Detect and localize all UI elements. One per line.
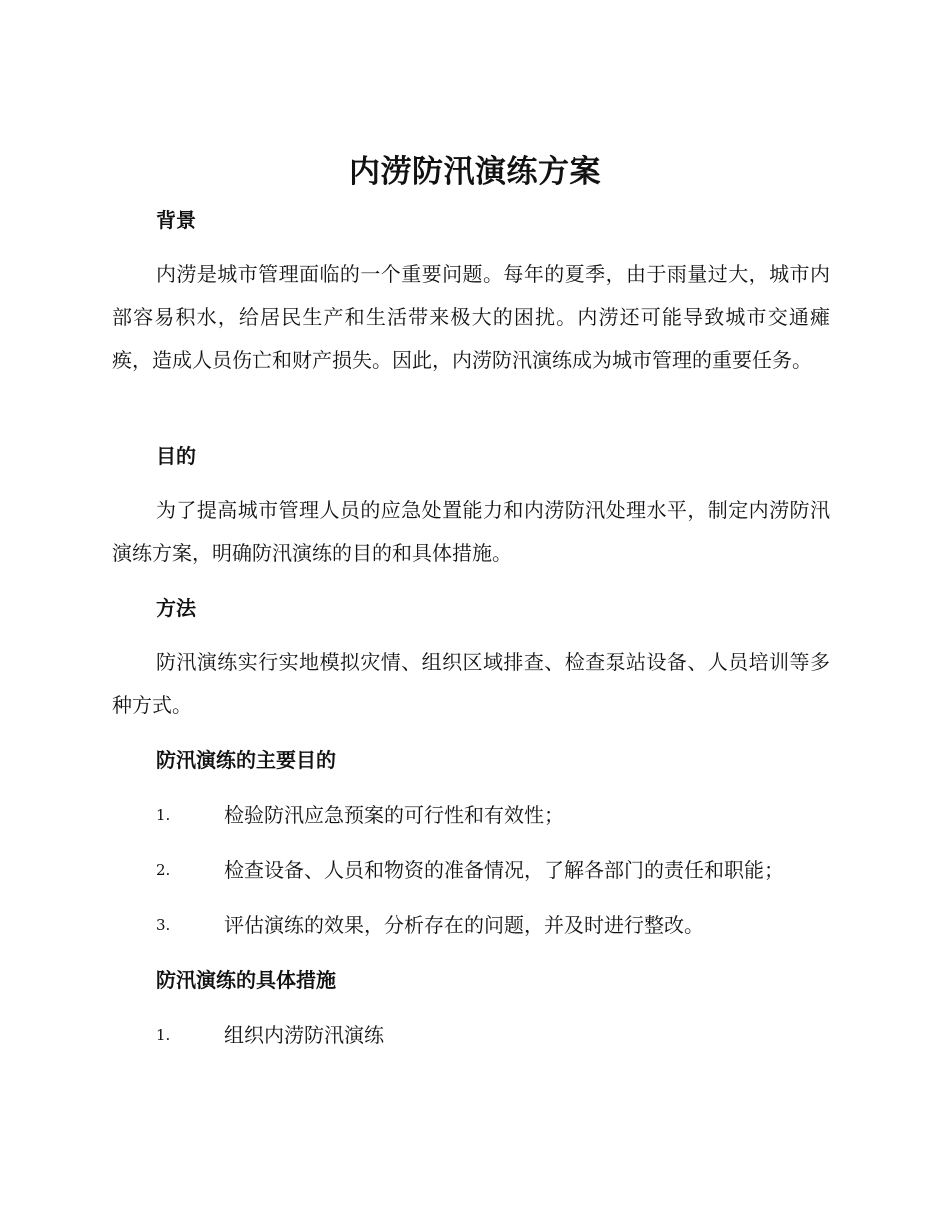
list-item-number: 2.	[156, 861, 171, 879]
list-item	[156, 1020, 836, 1050]
list-item	[156, 800, 836, 830]
method-paragraph: 防汛演练实行实地模拟灾情、组织区域排查、检查泵站设备、人员培训等多种方式。	[112, 650, 830, 717]
list-item	[156, 855, 836, 885]
list-item	[156, 910, 836, 940]
section-heading-method: 方法	[156, 596, 196, 620]
background-paragraph: 内涝是城市管理面临的一个重要问题。每年的夏季，由于雨量过大，城市内部容易积水，给居民生产和生活带来极大的困扰。内涝还可能导致城市交通瘫痪，造成人员伤亡和财产损失。因此，内涝防汛演练成为城市管理的重要任务。	[112, 262, 830, 372]
list-item-text: 检查设备、人员和物资的准备情况，了解各部门的责任和职能；	[224, 858, 784, 882]
document-title: 内涝防汛演练方案	[349, 154, 601, 190]
section-heading-purpose: 目的	[156, 444, 196, 468]
purpose-paragraph: 为了提高城市管理人员的应急处置能力和内涝防汛处理水平，制定内涝防汛演练方案，明确防汛演练的目的和具体措施。	[112, 498, 830, 565]
list-item-text: 检验防汛应急预案的可行性和有效性；	[224, 803, 564, 827]
list-item-number: 1.	[156, 806, 171, 824]
list-item-text: 组织内涝防汛演练	[224, 1023, 384, 1047]
list-item-text: 评估演练的效果，分析存在的问题，并及时进行整改。	[224, 913, 704, 937]
list-item-number: 3.	[156, 916, 171, 934]
section-heading-specific-measures: 防汛演练的具体措施	[156, 968, 336, 992]
list-item-number: 1.	[156, 1026, 171, 1044]
section-heading-background: 背景	[156, 208, 196, 232]
section-heading-main-objectives: 防汛演练的主要目的	[156, 748, 336, 772]
